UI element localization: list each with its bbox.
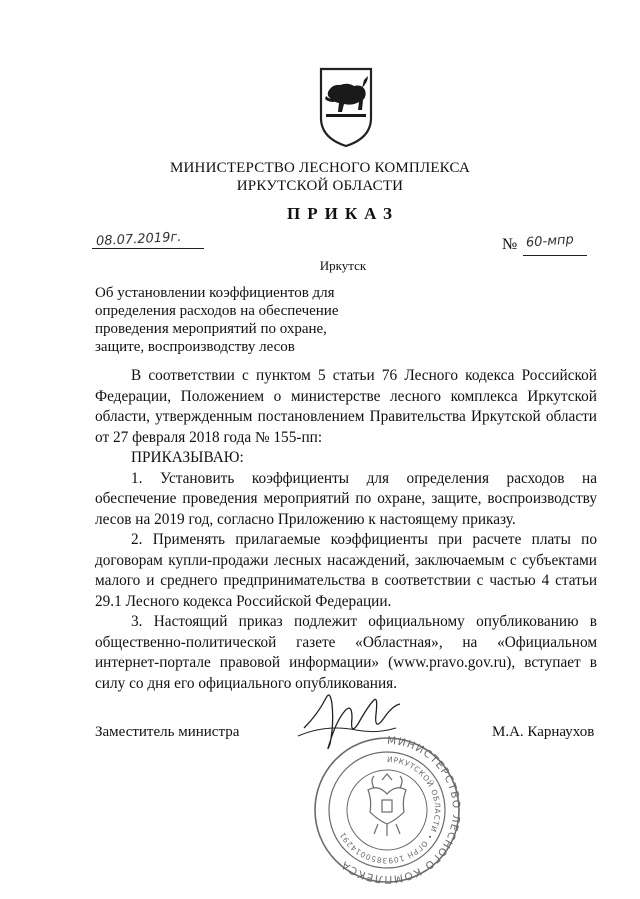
number-underline: [523, 255, 587, 256]
order-number: 60-мпр: [525, 232, 575, 251]
irkutsk-coat-of-arms-icon: [318, 66, 374, 148]
preamble-paragraph: В соответствии с пунктом 5 статьи 76 Лесного кодекса Российской Федерации, Положением о министерстве лесного комплекса Иркутской области, утвержденным постановлением Правительства Иркутской области от 27 февраля 2018 года № 155-пп:: [95, 367, 597, 446]
order-date: 08.07.2019г.: [95, 229, 182, 250]
order-item-2: 2. Применять прилагаемые коэффициенты при расчете платы по договорам купли-продажи лесных насаждений, заключаемым с субъектами малого и среднего предпринимательства в соответствии с частью 4 статьи 29.1 Лесного кодекса Российской Федерации.: [95, 531, 597, 610]
ministry-name-line2: ИРКУТСКОЙ ОБЛАСТИ: [236, 178, 404, 194]
subject-line: Об установлении коэффициентов для: [95, 285, 335, 301]
signer-name: М.А. Карнаухов: [492, 724, 595, 740]
document-type-title: ПРИКАЗ: [287, 204, 399, 223]
eagle-emblem-icon: [368, 774, 406, 836]
order-subject: [95, 284, 355, 356]
subject-line: определения расходов на обеспечение: [95, 303, 339, 319]
subject-line: защите, воспроизводству лесов: [95, 339, 295, 355]
order-word: ПРИКАЗЫВАЮ:: [131, 449, 244, 466]
date-underline: [92, 248, 204, 249]
svg-text:ИРКУТСКОЙ ОБЛАСТИ • ОГРН 10938: [338, 755, 442, 865]
handwritten-signature: [296, 684, 406, 762]
order-body: [95, 366, 597, 694]
signer-position: Заместитель министра: [95, 724, 240, 740]
order-item-1: 1. Установить коэффициенты для определения расходов на обеспечение проведения мероприятий по охране, защите, воспроизводству лесов на 2019 год, согласно Приложению к настоящему приказу.: [95, 469, 597, 528]
subject-line: проведения мероприятий по охране,: [95, 321, 327, 337]
stamp-inner-text: ИРКУТСКОЙ ОБЛАСТИ • ОГРН 1093850014291: [337, 754, 443, 866]
city-name: Иркутск: [319, 258, 367, 273]
stamp-outer-text: МИНИСТЕРСТВО ЛЕСНОГО КОМПЛЕКСА: [338, 734, 462, 886]
ministry-name-line1: МИНИСТЕРСТВО ЛЕСНОГО КОМПЛЕКСА: [169, 160, 471, 176]
number-sign: №: [502, 236, 518, 253]
order-item-3: 3. Настоящий приказ подлежит официальному опубликованию в общественно-политической газете «Областная», на «Официальном интернет-портале правовой информации» (www.pravo.gov.ru), вступает в силу со дня его официального опубликования.: [95, 613, 597, 692]
